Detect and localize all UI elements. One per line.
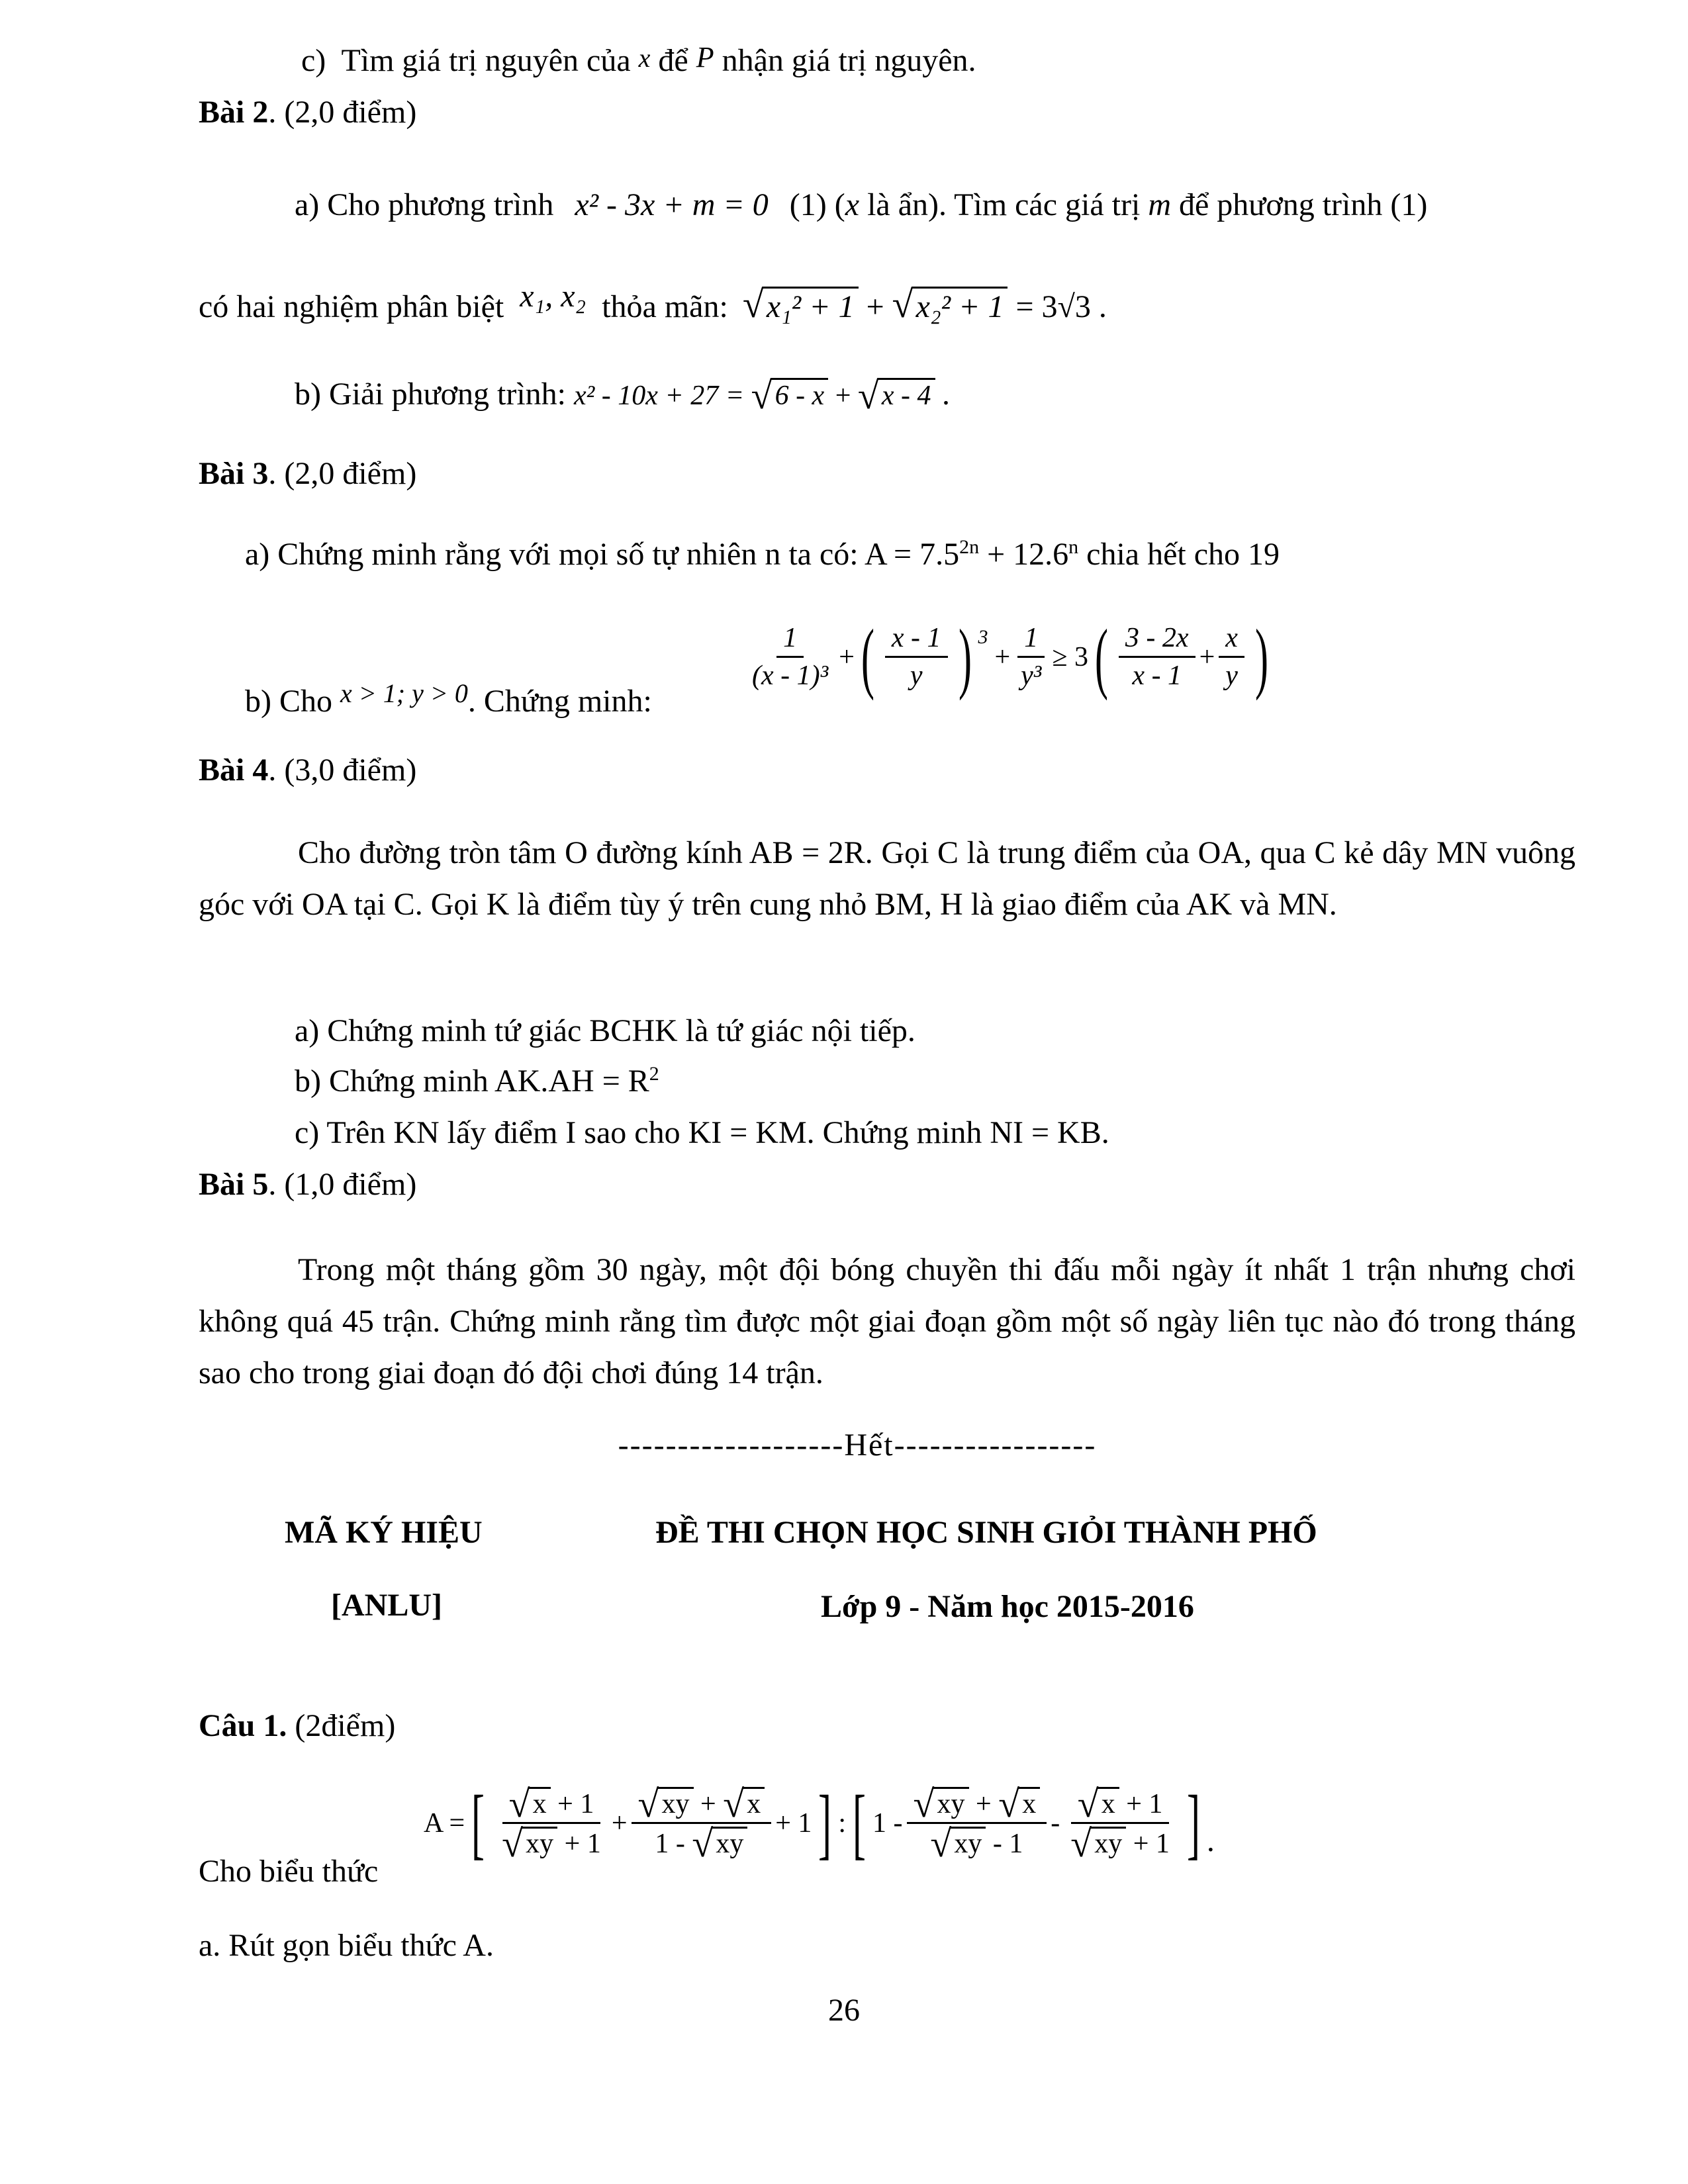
bai4-c: [295, 1115, 1109, 1151]
text: . Chứng minh:: [467, 684, 652, 719]
section-title: Bài 5: [199, 1167, 269, 1202]
fraction-num: 1: [1017, 623, 1045, 658]
bai4-intro: [199, 827, 1575, 931]
math-roots: x₁, x₂: [520, 279, 586, 314]
exam-subtitle: [821, 1588, 1194, 1625]
paragraph: Cho đường tròn tâm O đường kính AB = 2R. Gọi C là trung điểm của OA, qua C kẻ dây MN vuông góc với OA tại C. Gọi K là điểm tùy ý trên cung nhỏ BM, H là giao điểm của AK và MN.: [199, 835, 1575, 922]
bai2-a-line2: có hai nghiệm phân biệt x₁, x₂ thỏa mãn: √ x₁² + 1 + √ x₂² + 1 = 3√3 .: [199, 278, 1107, 325]
text: là ẩn). Tìm các giá trị: [867, 187, 1141, 222]
section-points: . (1,0 điểm): [268, 1167, 417, 1202]
math-condition: x > 1; y > 0: [340, 678, 468, 708]
bai3-b-inequality: [741, 612, 1275, 701]
cau1-expression: [424, 1778, 1215, 1867]
exponent: 2n: [959, 536, 980, 558]
fraction-den: x - 1: [1132, 660, 1182, 692]
radicand: xy: [712, 1827, 747, 1859]
text: c) Trên KN lấy điểm I sao cho KI = KM. Chứng minh NI = KB.: [295, 1115, 1109, 1150]
text: a. Rút gọn biểu thức A.: [199, 1928, 494, 1963]
radicand: x: [1018, 1787, 1040, 1819]
math-var: x: [638, 43, 651, 73]
section-points: (2điểm): [287, 1708, 396, 1743]
radicand: x₂² + 1: [912, 287, 1008, 325]
text: chia hết cho 19: [1078, 537, 1280, 572]
end-mark-text: -------------------Hết-----------------: [618, 1428, 1097, 1463]
fraction-num: x: [1219, 623, 1244, 658]
fraction-den: y: [1225, 660, 1238, 692]
end-mark: [0, 1427, 1688, 1463]
math-term: 1 -: [872, 1807, 903, 1839]
bai3-b-line: [245, 678, 652, 719]
text: Tìm giá trị nguyên của: [341, 43, 631, 78]
section-title: Câu 1.: [199, 1708, 287, 1743]
fraction-num: x - 1: [885, 623, 948, 658]
exponent: 2: [649, 1063, 659, 1085]
math-equation: x² - 3x + m = 0: [575, 187, 769, 222]
section-heading-cau1: [199, 1707, 395, 1744]
section-title: Bài 4: [199, 752, 269, 788]
math-var: P: [696, 41, 714, 73]
text: b) Chứng minh AK.AH = R: [295, 1064, 649, 1099]
item-label: c): [301, 43, 326, 78]
cau1-text: [199, 1853, 378, 1889]
exam-title: [655, 1514, 1317, 1551]
bai4-a: [295, 1013, 915, 1049]
section-heading-bai4: [199, 752, 416, 788]
cau1-a: [199, 1927, 494, 1964]
radicand: xy: [658, 1787, 694, 1819]
math-rhs: = 3√3: [1015, 289, 1091, 324]
bai2-a-line1: [295, 187, 1427, 223]
bai2-b-line: b) Giải phương trình: x² - 10x + 27 = √ 6 - x + √ x - 4 .: [295, 376, 950, 412]
math-var: x: [845, 187, 860, 222]
page-number-text: 26: [828, 1993, 860, 2028]
text: a) Chứng minh rằng với mọi số tự nhiên n ta có: A = 7.5: [245, 537, 960, 572]
radicand: x₁² + 1: [763, 287, 859, 325]
text: nhận giá trị nguyên.: [722, 43, 976, 78]
math-expression: A = [ √ x + 1 √ xy + 1 + √ $\frac{xy + √ x}{1 - √ xy}$ + 1 ] : [ 1 - √ xy + √ x √ xy - 1 - √ x + 1 √ xy + 1 ] .: [424, 1787, 1215, 1859]
exponent: n: [1068, 536, 1079, 558]
section-title: Bài 3: [199, 456, 269, 491]
fraction-den: (x - 1)³: [752, 660, 829, 692]
math-inequality: $\frac{1}{\text{(x - 1)³}}$ + ( $\frac{x - 1}{y}$ ) 3 + $\frac{1}{\text{y³}}$ ≥ 3 ( $\frac{3 - 2x}{x - 1}$ + $\frac{x}{y}$ ): [741, 623, 1275, 691]
radicand: x - 4: [878, 378, 935, 412]
fraction-num: 1: [776, 623, 804, 658]
text: để phương trình (1): [1179, 187, 1428, 222]
text: b) Giải phương trình:: [295, 377, 567, 412]
math-relation: ≥ 3: [1052, 641, 1088, 672]
text: (1) (: [789, 187, 845, 222]
math-term: + 1: [775, 1807, 812, 1839]
fraction-den: y³: [1021, 660, 1042, 692]
section-heading-bai2: [199, 94, 416, 130]
text: + 12.6: [979, 537, 1069, 572]
bai5-text: [199, 1244, 1575, 1399]
radicand: 6 - x: [771, 378, 829, 412]
section-points: . (2,0 điểm): [268, 456, 417, 491]
text: b) Cho: [245, 684, 332, 719]
fraction-den: y: [910, 660, 923, 692]
math-lhs: A =: [424, 1807, 465, 1839]
bai4-b: [295, 1063, 659, 1099]
bai3-a-line: [245, 536, 1280, 572]
exam-title-text: ĐỀ THI CHỌN HỌC SINH GIỎI THÀNH PHỐ: [655, 1515, 1317, 1550]
code-label-text: MÃ KÝ HIỆU: [285, 1515, 483, 1550]
paragraph: Trong một tháng gồm 30 ngày, một đội bóng chuyền thi đấu mỗi ngày ít nhất 1 trận nhưng chơi không quá 45 trận. Chứng minh rằng tìm được một giai đoạn gồm một số ngày liên tục nào đó trong tháng sao cho trong giai đoạn đó đội chơi đúng 14 trận.: [199, 1252, 1575, 1390]
radicand: x: [743, 1787, 765, 1819]
math-var: m: [1148, 187, 1171, 222]
code-text: [ANLU]: [331, 1588, 442, 1623]
math-operator: :: [838, 1807, 847, 1839]
section-title: Bài 2: [199, 95, 269, 130]
text: a) Chứng minh tứ giác BCHK là tứ giác nội tiếp.: [295, 1013, 915, 1048]
item-c: [301, 41, 976, 79]
radicand: xy: [933, 1787, 969, 1819]
section-points: . (2,0 điểm): [268, 95, 417, 130]
math-lhs: x² - 10x + 27 =: [574, 381, 745, 411]
radicand: xy: [1090, 1827, 1126, 1859]
text: có hai nghiệm phân biệt: [199, 289, 504, 324]
math-equation: x² - 10x + 27 = √ 6 - x + √ x - 4: [574, 381, 942, 411]
text: Cho biểu thức: [199, 1854, 379, 1889]
text: để: [658, 43, 688, 78]
radicand: xy: [950, 1827, 986, 1859]
code: [331, 1587, 442, 1623]
text: thỏa mãn:: [602, 289, 728, 324]
page-number: [0, 1992, 1688, 2028]
section-heading-bai5: [199, 1166, 416, 1203]
text: a) Cho phương trình: [295, 187, 554, 222]
section-heading-bai3: [199, 455, 416, 492]
code-label: [285, 1514, 483, 1551]
math-condition: √ x₁² + 1 + √ x₂² + 1 = 3√3: [743, 289, 1099, 324]
section-points: . (3,0 điểm): [268, 752, 417, 788]
fraction-num: 3 - 2x: [1119, 623, 1196, 658]
exam-subtitle-text: Lớp 9 - Năm học 2015-2016: [821, 1589, 1194, 1624]
